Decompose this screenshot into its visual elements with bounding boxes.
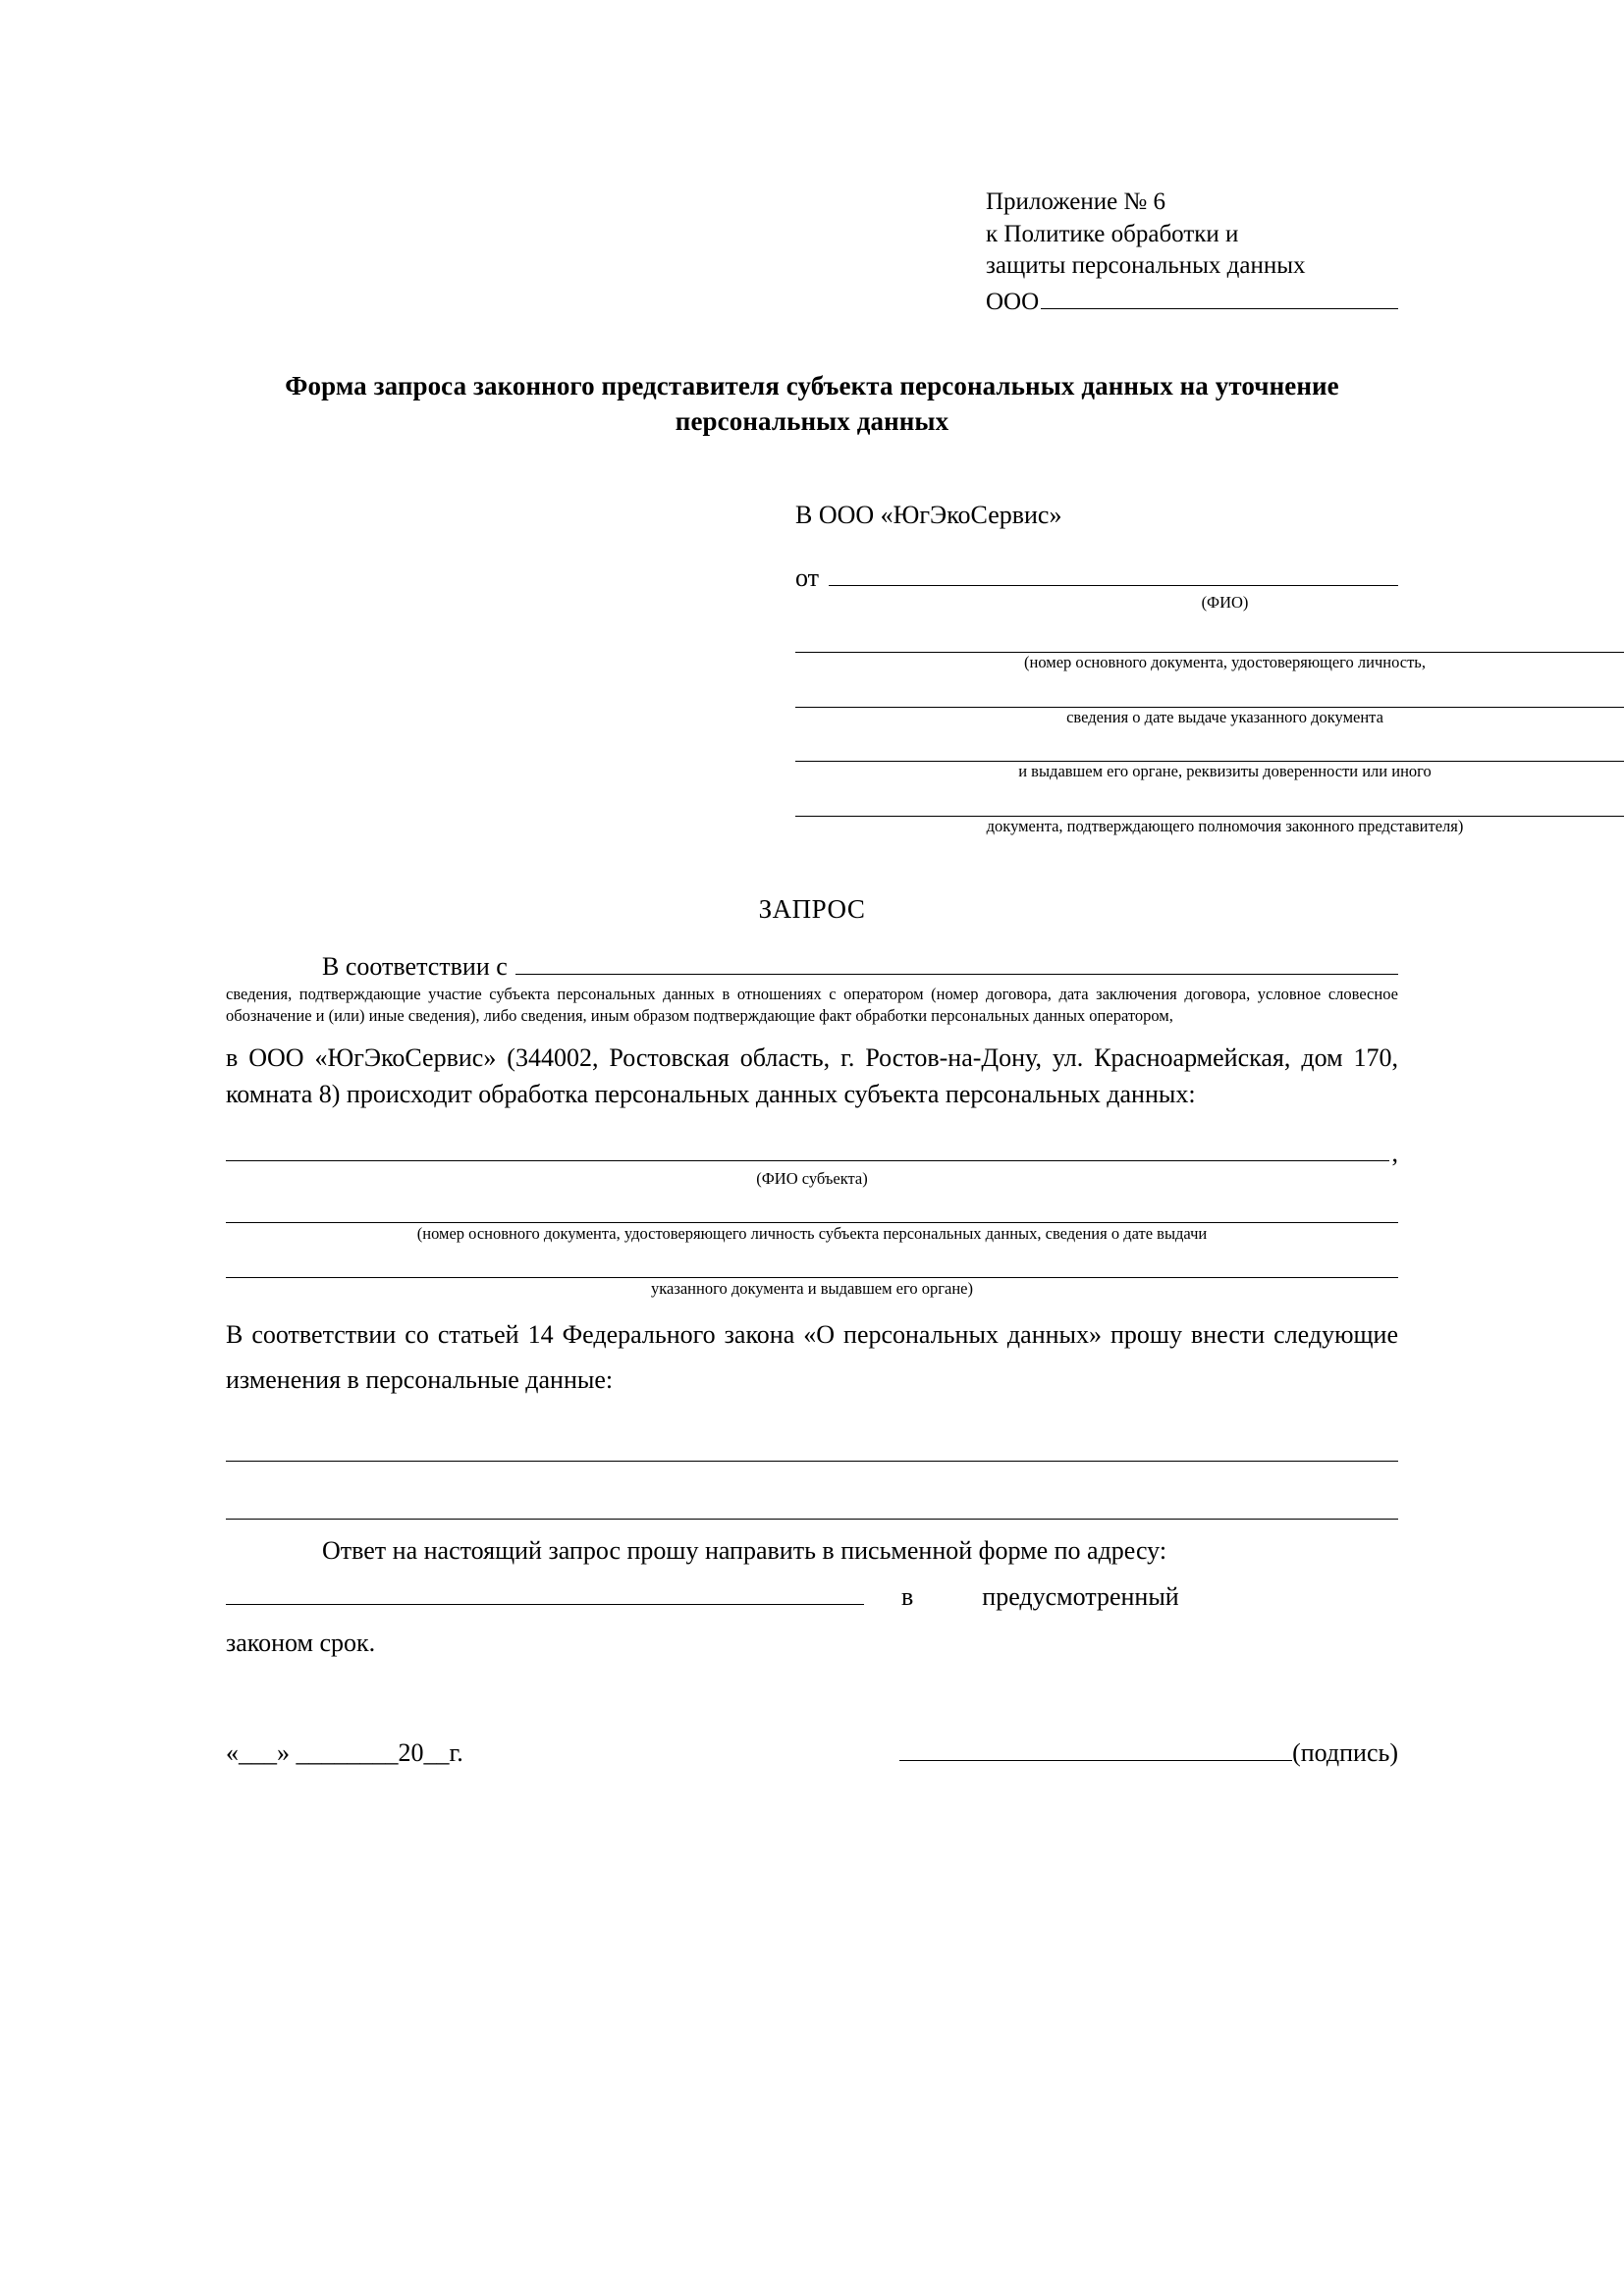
caption-signature: (подпись) [1292,1738,1398,1768]
appendix-ref-line-2: защиты персональных данных [986,252,1306,279]
caption-fio: (ФИО) [1201,592,1249,612]
subject-fio-row [226,1127,1398,1168]
appendix-ref-line-1: к Политике обработки и [986,220,1239,247]
caption-subject-doc-number: (номер основного документа, удостоверяющего личность субъекта персональных данных, сведения о дате выдачи [416,1223,1208,1243]
answer-paragraph: Ответ на настоящий запрос прошу направить в письменной форме по адресу: [322,1535,1167,1565]
changes-input-line-2[interactable] [226,1485,1398,1520]
signature-input[interactable] [899,1735,1292,1761]
doc-organ-input[interactable] [795,727,1624,762]
appendix-header [986,187,1398,318]
appendix-number: Приложение № 6 [986,188,1166,215]
doc-authority-input[interactable] [795,782,1624,817]
from-label: от [795,562,820,592]
from-row [795,560,1398,593]
caption-doc-authority: документа, подтверждающего полномочия законного представителя) [986,817,1464,835]
subject-doc-organ-input[interactable] [226,1244,1398,1278]
subject-fio-input[interactable] [226,1127,1389,1161]
answer-address-row [226,1578,1398,1612]
date-line[interactable]: «___» ________20__г. [226,1738,463,1768]
appendix-company-line [986,283,1398,319]
answer-last-line: законом срок. [226,1629,376,1658]
in-accordance-input[interactable] [515,948,1398,975]
doc-number-input[interactable] [795,618,1624,653]
operator-paragraph: в ООО «ЮгЭкоСервис» (344002, Ростовская область, г. Ростов-на-Дону, ул. Красноармейская, дом 170, комната 8) происходит обработка персональных данных субъекта персональных данных: [226,1043,1398,1109]
caption-doc-date: сведения о дате выдаче указанного документа [1066,707,1383,726]
company-prefix: ООО [986,288,1040,315]
in-accordance-row [226,948,1398,982]
in-accordance-label: В соответствии с [322,951,508,981]
from-input[interactable] [829,560,1398,586]
answer-tail-word: предусмотренный [982,1582,1179,1612]
section-title: ЗАПРОС [758,893,866,924]
caption-subject-doc-organ: указанного документа и выдавшем его органе) [651,1278,973,1298]
answer-mid-word: в [901,1582,914,1612]
accordance-note: сведения, подтверждающие участие субъекта персональных данных в отношениях с оператором (номер договора, дата заключения договора, условное словесное обозначение и (или) иные сведения), либо сведения, иным образом подтверждающие факт обработки персональных данных оператором, [226,984,1398,1025]
caption-doc-number: (номер основного документа, удостоверяющего личность, [1024,653,1426,672]
addressee-line: В ООО «ЮгЭкоСервис» [795,500,1062,529]
changes-input-line-1[interactable] [226,1427,1398,1462]
caption-doc-organ: и выдавшем его органе, реквизиты доверенности или иного [1018,762,1432,781]
signature-row [226,1735,1398,1768]
company-blank[interactable] [1041,283,1398,309]
answer-address-input[interactable] [226,1578,864,1605]
doc-date-input[interactable] [795,673,1624,708]
caption-subject-fio: (ФИО субъекта) [756,1168,868,1188]
subject-fio-comma: , [1391,1138,1398,1167]
law-paragraph: В соответствии со статьей 14 Федерального закона «О персональных данных» прошу внести следующие изменения в персональные данные: [226,1319,1398,1395]
subject-doc-number-input[interactable] [226,1189,1398,1223]
page-title: Форма запроса законного представителя субъекта персональных данных на уточнение персональных данных [285,371,1339,436]
